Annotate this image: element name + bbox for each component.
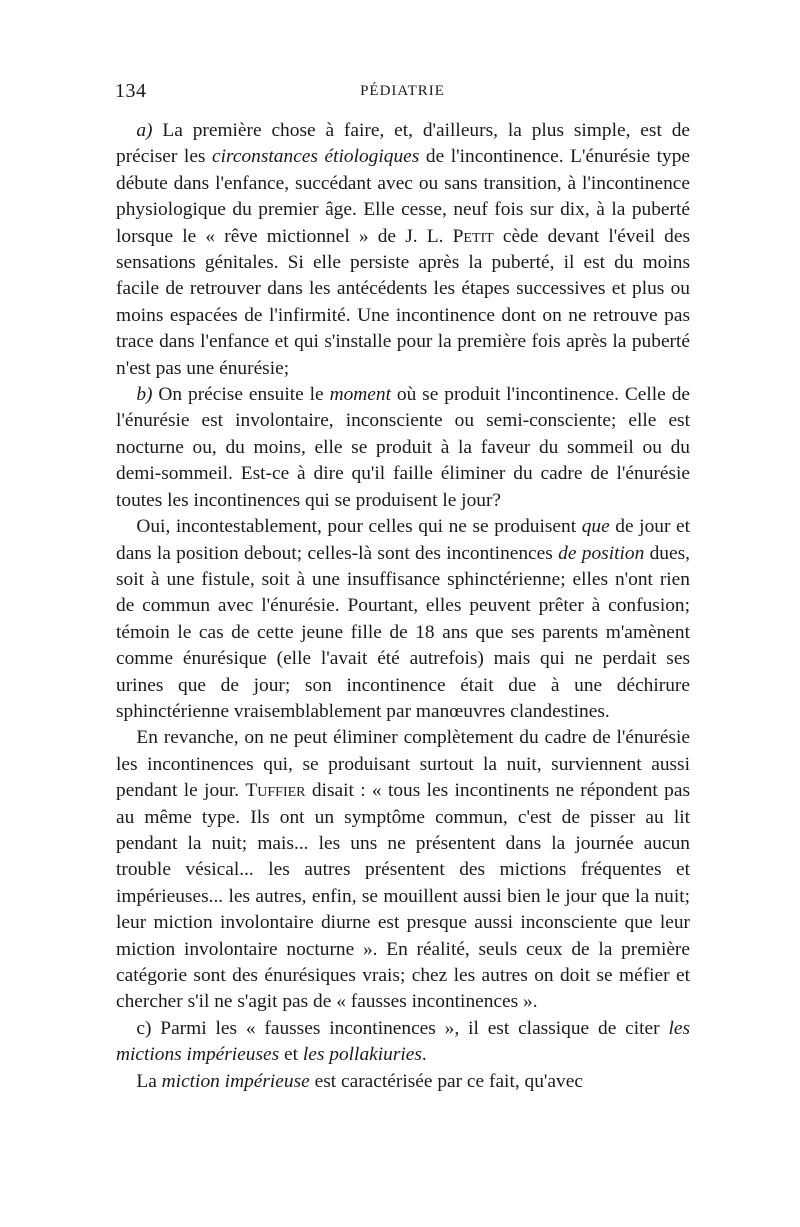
text-span: La (136, 1070, 162, 1092)
italic-term: miction impérieuse (161, 1070, 310, 1092)
text-span: de jour et dans la position debout; celles-là sont des incontinences (116, 516, 690, 564)
italic-term: moment (329, 384, 391, 406)
text-span: Oui, incontestablement, pour celles qui ne se produisent (136, 516, 582, 538)
author-name: Petit (452, 225, 494, 247)
paragraph-b-moment (116, 382, 690, 514)
text-span: de l'incontinence. L'énurésie type débute dans l'enfance, succédant avec ou sans transition, à l'incontinence physiologique du premier âge. Elle cesse, neuf fois sur dix, à la puberté lorsque le « rêve mictionnel » de J. L. (116, 146, 690, 247)
text-span: est caractérisée par ce fait, qu'avec (309, 1070, 583, 1092)
text-span: disait : « tous les incontinents ne répondent pas au même type. Ils ont un symptôme commun, c'est de pisser au lit pendant la nuit; mais... les uns ne présentent dans la journée aucun trouble vésical... les autres présentent des mictions fréquentes et impérieuses... les autres, enfin, se mouillent aussi bien le jour que la nuit; leur miction involontaire diurne est presque aussi inconsciente que leur miction involontaire nocturne ». En réalité, seuls ceux de la première catégorie sont des énurésiques vrais; chez les autres on doit se méfier et chercher s'il ne s'agit pas de « fausses incontinences ». (116, 780, 690, 1013)
body-text (116, 118, 690, 1095)
paragraph-en-revanche (116, 725, 690, 1015)
enumeration-b: b) (136, 384, 153, 406)
italic-term: les mictions impérieuses (116, 1017, 690, 1066)
text-span: La première chose à faire, et, d'ailleurs, la plus simple, est de préciser les (116, 120, 690, 168)
text-span: dues, soit à une fistule, soit à une insuffisance sphinctérienne; elles n'ont rien de commun avec l'énurésie. Pourtant, elles peuvent prêter à confusion; témoin le cas de cette jeune fille de 18 ans que ses parents m'amènent comme énurésique (elle l'avait été autrefois) mais qui ne perdait ses urines que de jour; son incontinence était due à une déchirure sphinctérienne vraisemblablement par manœuvres clandestines. (116, 542, 690, 722)
text-span: En revanche, on ne peut éliminer complètement du cadre de l'énurésie les incontinences qui, se produisant surtout la nuit, surviennent aussi pendant le jour. (116, 727, 690, 802)
paragraph-oui (116, 514, 690, 725)
author-name: Tuffier (245, 780, 306, 802)
page-header (115, 80, 690, 104)
italic-term: les pollakiuries (302, 1044, 422, 1066)
text-span: . (421, 1044, 427, 1066)
italic-term: que (581, 516, 610, 538)
page-number: 134 (115, 80, 147, 102)
enumeration-a: a) (136, 120, 153, 141)
running-title: PÉDIATRIE (360, 83, 445, 99)
text-span: et (279, 1044, 303, 1066)
text-span: où se produit l'incontinence. Celle de l'énurésie est involontaire, inconsciente ou semi-consciente; elle est nocturne ou, du moins, elle se produit à la faveur du sommeil ou du demi-sommeil. Est-ce à dire qu'il faille éliminer du cadre de l'énurésie toutes les incontinences qui se produisent le jour? (116, 384, 690, 511)
text-span: cède devant l'éveil des sensations génitales. Si elle persiste après la puberté, il est du moins facile de retrouver dans les antécédents les étapes successives et plus ou moins espacées de l'infirmité. Une incontinence dont on ne retrouve pas trace dans l'enfance et qui s'installe pour la première fois après la puberté n'est pas une énurésie; (116, 225, 690, 379)
italic-term: de position (558, 542, 645, 564)
paragraph-a-circonstances (116, 118, 690, 382)
paragraph-c-fausses (116, 1016, 690, 1069)
text-span: On précise ensuite le (152, 384, 330, 406)
enumeration-c: c) (136, 1017, 152, 1039)
italic-term: circonstances étiologiques (212, 146, 420, 168)
paragraph-miction-imperieuse (116, 1069, 690, 1095)
text-span: Parmi les « fausses incontinences », il est classique de citer (151, 1017, 669, 1039)
